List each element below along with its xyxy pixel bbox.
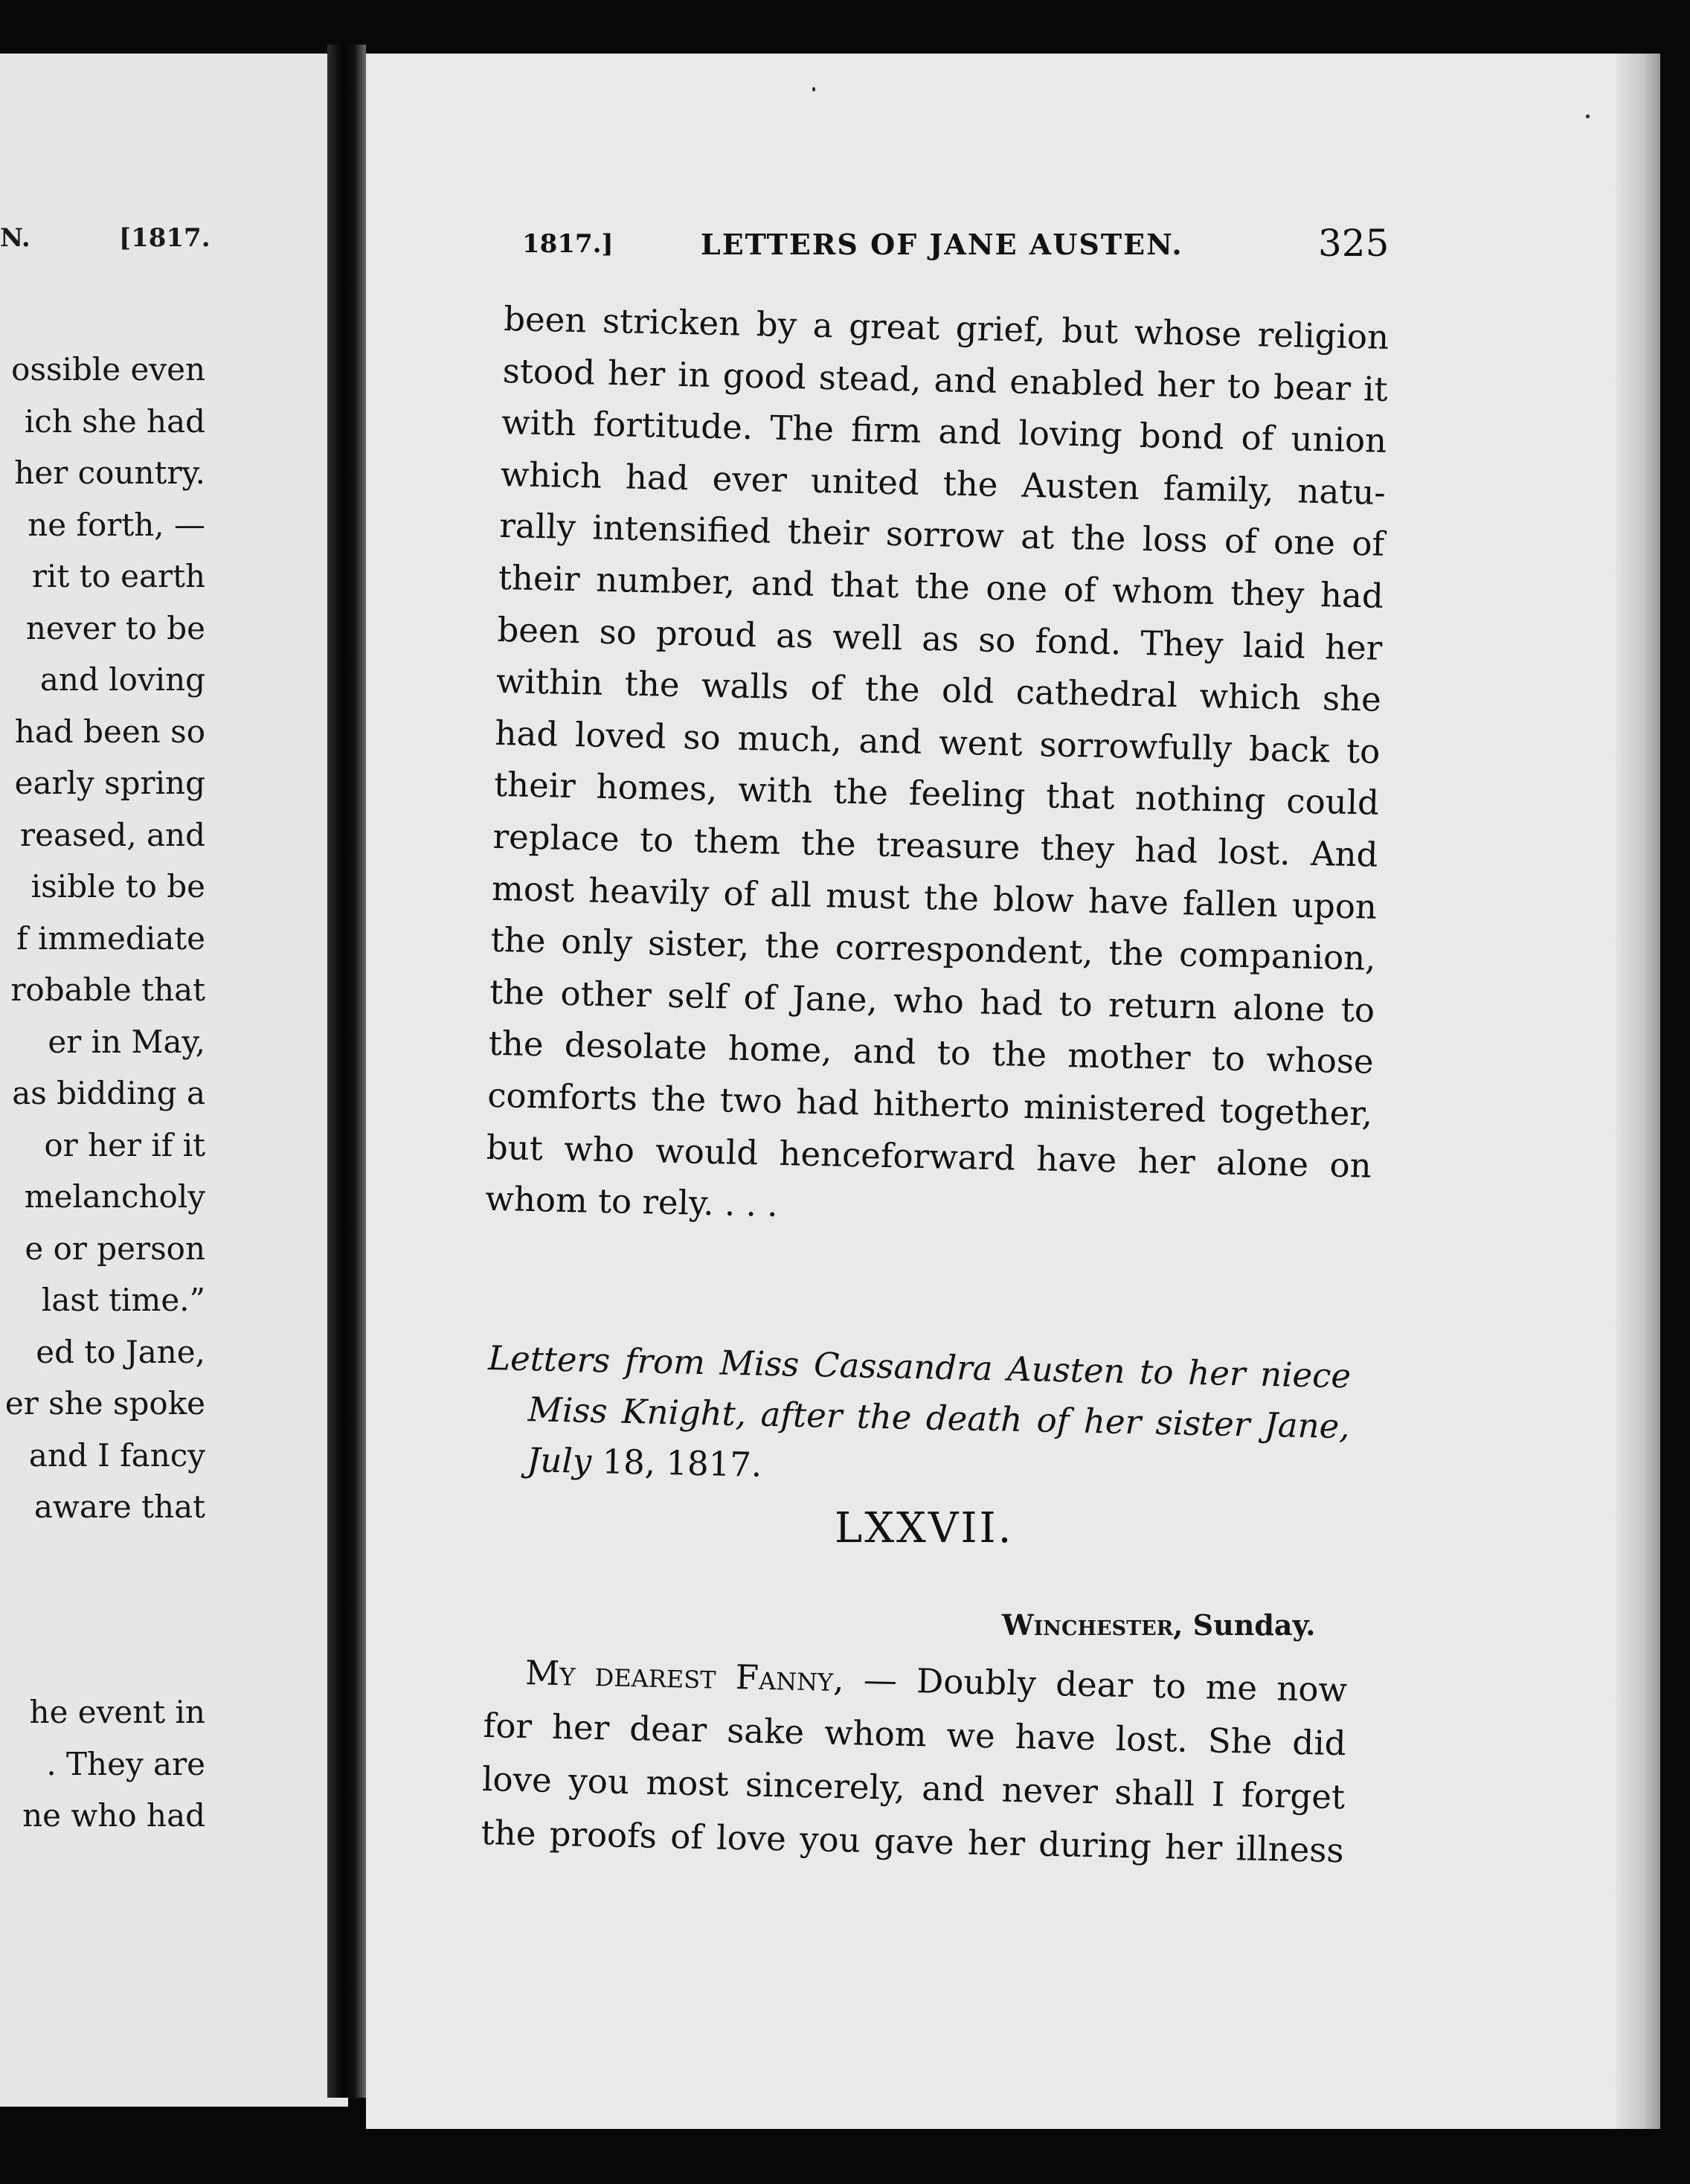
right-page <box>366 54 1660 2129</box>
caption-date: 18, 1817. <box>591 1441 762 1485</box>
text-line: . They are <box>46 1745 205 1782</box>
text-line: replace to them the treasure they had lost. And <box>492 816 1378 875</box>
text-line: f immediate <box>16 919 205 957</box>
page-edge-shadow <box>1616 54 1660 2129</box>
running-head <box>522 222 1660 271</box>
text-line: er she spoke <box>4 1385 205 1422</box>
letter-dateline <box>1002 1608 1315 1642</box>
dateline-place: Winchester, <box>1002 1608 1183 1642</box>
text-line: their number, and that the one of whom they had <box>498 557 1384 616</box>
salutation: My dearest Fanny, <box>524 1653 845 1700</box>
running-head-title: LETTERS OF JANE AUSTEN. <box>701 228 1183 261</box>
text-line: as bidding a <box>12 1075 205 1111</box>
text-line: reased, and <box>20 816 205 853</box>
text-line: which had ever united the Austen family, natu- <box>500 454 1387 513</box>
text-line: ne forth, — <box>28 506 205 543</box>
text-line: ed to Jane, <box>36 1333 205 1370</box>
left-page-text-upper <box>0 344 205 1533</box>
text-line: melancholy <box>24 1178 205 1215</box>
running-head-year: 1817.] <box>522 229 614 259</box>
text-line: the only sister, the correspondent, the companion, <box>490 919 1377 978</box>
text-line: within the walls of the old cathedral which she <box>495 661 1382 719</box>
text-line: the proofs of love you gave her during her illness <box>481 1812 1345 1871</box>
chapter-numeral: LXXVII. <box>835 1504 1014 1552</box>
text-line: early spring <box>14 765 205 801</box>
text-line: but who would henceforward have her alone on <box>486 1127 1372 1186</box>
text-line: or her if it <box>44 1126 205 1163</box>
scan-speck <box>1586 115 1590 118</box>
letter-first-line-text: — Doubly dear to me now <box>844 1660 1348 1710</box>
text-line: and loving <box>39 661 205 698</box>
text-line: e or person <box>25 1230 205 1267</box>
text-line: he event in <box>29 1694 205 1730</box>
body-paragraph <box>485 293 1389 1243</box>
text-line: ich she had <box>24 402 205 440</box>
text-line: love you most sincerely, and never shall I forget <box>481 1759 1346 1817</box>
text-line: ne who had <box>22 1797 205 1834</box>
text-line: the other self of Jane, who had to return alone to <box>489 971 1375 1030</box>
caption-line: Letters from Miss Cassandra Austen to her niece <box>487 1337 1352 1396</box>
text-line: had loved so much, and went sorrowfully back to <box>495 713 1381 771</box>
text-line: been stricken by a great grief, but whose religion <box>503 298 1389 357</box>
text-line: er in May, <box>48 1023 205 1060</box>
text-line: and I fancy <box>28 1436 205 1474</box>
letters-caption <box>486 1333 1352 1503</box>
left-header-year: [1817. <box>119 223 211 253</box>
scan-speck <box>812 87 815 91</box>
text-line: the desolate home, and to the mother to whose <box>488 1024 1375 1082</box>
text-line: most heavily of all must the blow have fallen upon <box>491 868 1378 927</box>
text-line: rit to earth <box>31 558 205 594</box>
text-line: isible to be <box>30 868 205 905</box>
book-gutter <box>327 45 366 2098</box>
text-line: comforts the two had hitherto ministered together, <box>486 1075 1373 1134</box>
left-page-text-lower <box>0 1686 205 1842</box>
text-line: robable that <box>10 971 205 1008</box>
text-line: aware that <box>33 1488 205 1525</box>
text-line: never to be <box>25 609 205 646</box>
page-number: 325 <box>1318 222 1389 265</box>
left-header-letter: N. <box>0 223 30 253</box>
text-line: last time.” <box>41 1282 205 1318</box>
dateline-day: Sunday. <box>1183 1608 1316 1642</box>
text-line: whom to rely. . . . <box>484 1178 779 1225</box>
letter-body <box>481 1645 1348 1878</box>
text-line: stood her in good stead, and enabled her to bear it <box>502 350 1389 409</box>
text-line: her country. <box>14 455 205 491</box>
caption-month: July <box>526 1440 592 1481</box>
text-line: been so proud as well as so fond. They laid her <box>496 609 1383 668</box>
text-line: rally intensified their sorrow at the loss of one of <box>498 506 1385 565</box>
text-line: for her dear sake whom we have lost. She did <box>483 1705 1347 1764</box>
text-line: their homes, with the feeling that nothing could <box>493 765 1380 823</box>
text-line: with fortitude. The firm and loving bond of union <box>501 402 1387 461</box>
left-page <box>0 54 348 2107</box>
text-line: had been so <box>14 713 205 750</box>
caption-line: Miss Knight, after the death of her sister Jane, <box>527 1390 1351 1447</box>
text-line: ossible even <box>11 351 205 388</box>
